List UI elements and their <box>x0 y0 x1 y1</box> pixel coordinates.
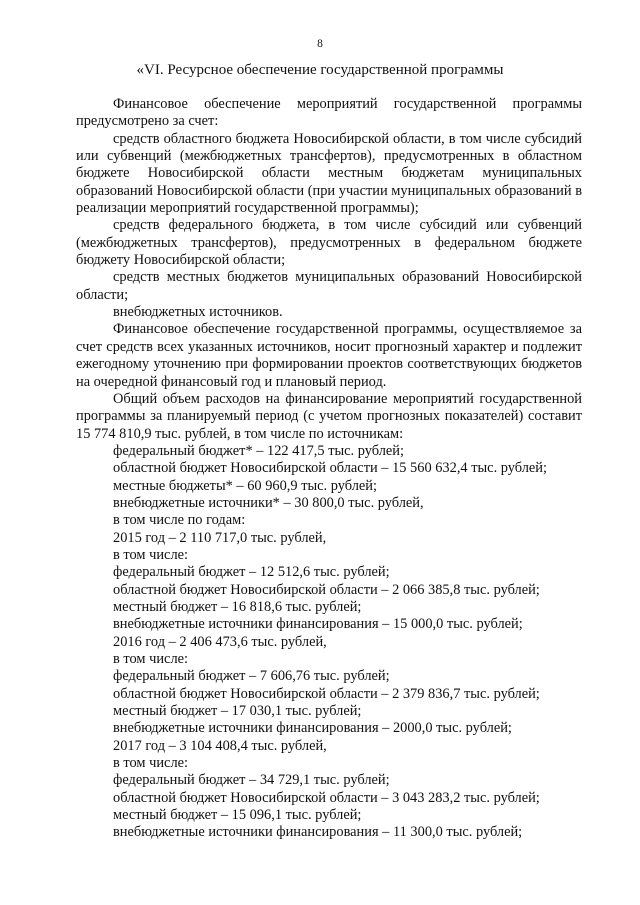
source-extrabudgetary: внебюджетных источников. <box>113 304 283 321</box>
year-2015-total: 2015 год – 2 110 717,0 тыс. рублей, <box>113 529 327 546</box>
including-label: в том числе: <box>113 651 189 667</box>
financing-intro: Финансовое обеспечение мероприятий государственной программы предусмотрено за счет: <box>76 96 582 130</box>
year-2016-extrabudgetary: внебюджетные источники финансирования – 2000,0 тыс. рублей; <box>113 720 512 737</box>
total-federal-budget: федеральный бюджет* – 122 417,5 тыс. рублей; <box>113 442 404 459</box>
total-local-budgets: местные бюджеты* – 60 960,9 тыс. рублей; <box>113 477 377 494</box>
including-label: в том числе: <box>113 755 189 772</box>
year-2017-total: 2017 год – 3 104 408,4 тыс. рублей, <box>113 737 327 754</box>
section-title: «VI. Ресурсное обеспечение государственной программы <box>136 62 504 78</box>
year-2015-extrabudgetary: внебюджетные источники финансирования – 15 000,0 тыс. рублей; <box>113 616 523 633</box>
year-2017-regional: областной бюджет Новосибирской области – 3 043 283,2 тыс. рублей; <box>113 789 540 806</box>
source-federal-budget: средств федерального бюджета, в том числе субсидий или субвенций (межбюджетных трансфертов), предусмотренных в федеральном бюджете бюджету Новосибирской области; <box>76 217 582 269</box>
forecast-note: Финансовое обеспечение государственной программы, осуществляемое за счет средств всех указанных источников, носит прогнозный характер и подлежит ежегодному уточнению при формировании проектов соответствующих бюджетов на очередной финансовый год и плановый период. <box>76 321 582 390</box>
source-regional-budget: средств областного бюджета Новосибирской области, в том числе субсидий или субвенций (межбюджетных трансфертов), предусмотренных в областном бюджете Новосибирской области местным бюджетам муниципальных образований Новосибирской области (при участии муниципальных образований в реализации мероприятий государственной программы); <box>76 130 582 217</box>
year-2016-federal: федеральный бюджет – 7 606,76 тыс. рублей; <box>113 668 390 685</box>
year-2016-total: 2016 год – 2 406 473,6 тыс. рублей, <box>113 633 327 650</box>
total-regional-budget: областной бюджет Новосибирской области – 15 560 632,4 тыс. рублей; <box>113 460 548 477</box>
source-local-budgets: средств местных бюджетов муниципальных образований Новосибирской области; <box>76 269 582 303</box>
year-2015-regional: областной бюджет Новосибирской области – 2 066 385,8 тыс. рублей; <box>113 581 540 598</box>
total-expenditure-intro: Общий объем расходов на финансирование мероприятий государственной программы за планируемый период (с учетом прогнозных показателей) составит 15 774 810,9 тыс. рублей, в том числе по источникам: <box>76 390 582 442</box>
year-2016-regional: областной бюджет Новосибирской области – 2 379 836,7 тыс. рублей; <box>113 685 540 702</box>
year-2015-federal: федеральный бюджет – 12 512,6 тыс. рублей; <box>113 564 390 581</box>
year-2017-extrabudgetary: внебюджетные источники финансирования – 11 300,0 тыс. рублей; <box>113 824 523 841</box>
total-extrabudgetary: внебюджетные источники* – 30 800,0 тыс. рублей, <box>113 494 424 511</box>
page-number: 8 <box>317 38 323 50</box>
by-years-label: в том числе по годам: <box>113 512 246 529</box>
year-2017-federal: федеральный бюджет – 34 729,1 тыс. рублей; <box>113 772 390 789</box>
year-2015-local: местный бюджет – 16 818,6 тыс. рублей; <box>113 598 362 615</box>
including-label: в том числе: <box>113 546 189 563</box>
document-body <box>76 96 582 842</box>
year-2017-local: местный бюджет – 15 096,1 тыс. рублей; <box>113 807 362 824</box>
year-2016-local: местный бюджет – 17 030,1 тыс. рублей; <box>113 703 362 720</box>
